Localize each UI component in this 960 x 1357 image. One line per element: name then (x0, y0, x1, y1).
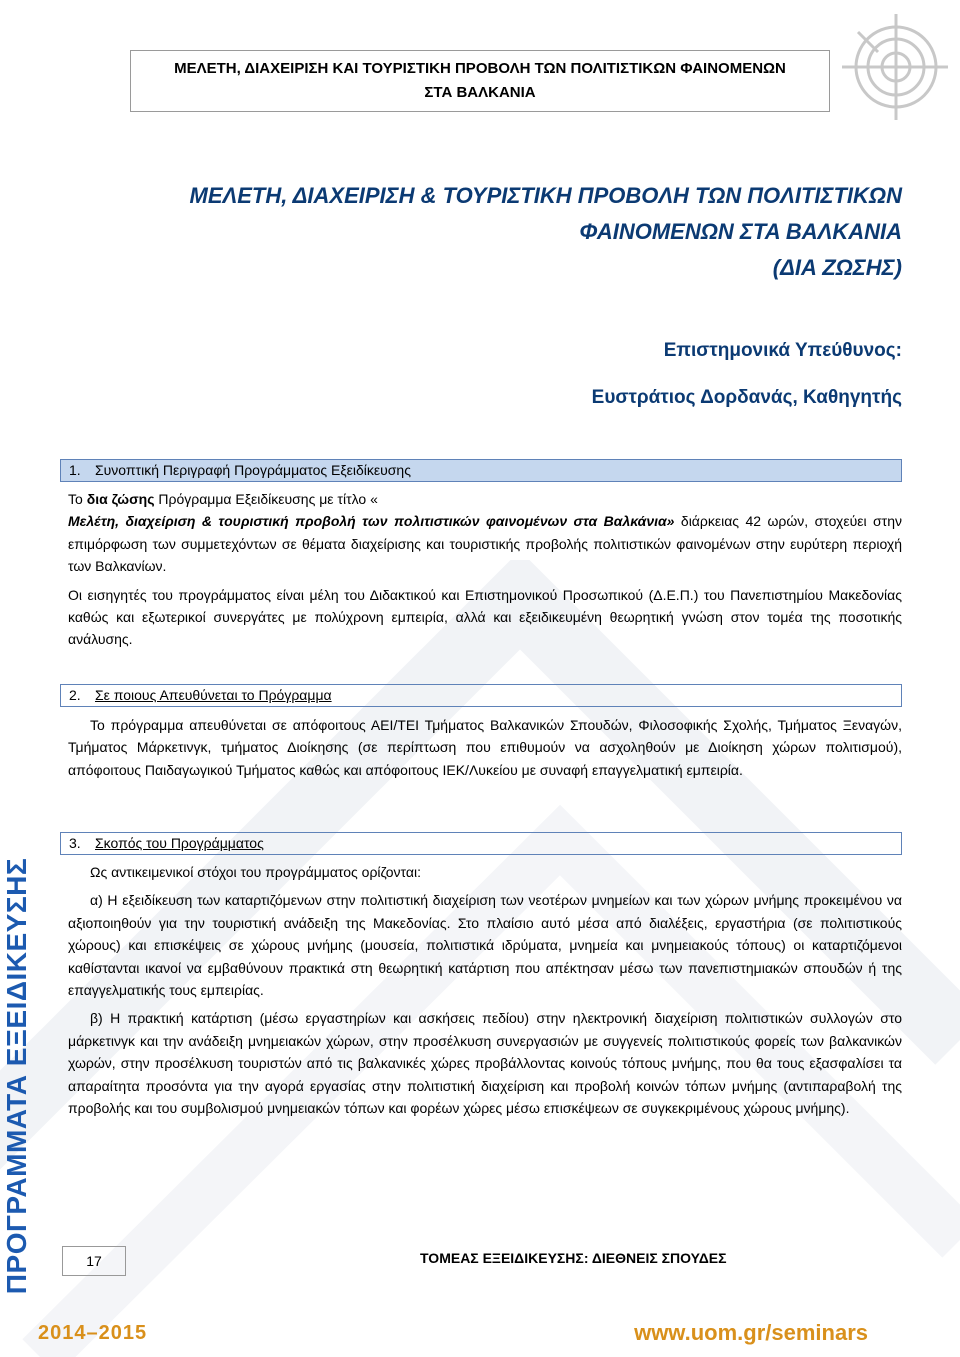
section-2-number: 2. (69, 687, 81, 703)
section-1-paragraph-2: Οι εισηγητές του προγράμματος είναι μέλη του Διδακτικού και Επιστημονικού Προσωπικού (Δ.Ε.Π.) του Πανεπιστημίου Μακεδονίας καθώς και εξωτερικοί συνεργάτες με πολύχρονη εμπειρία, αλλά και εξειδικευμένη θεωρητική γνώση στον τομέα της ποσοτικής ανάλυσης. (68, 586, 902, 648)
side-banner (0, 836, 34, 1316)
title-line-1: ΜΕΛΕΤΗ, ΔΙΑΧΕΙΡΙΣΗ & ΤΟΥΡΙΣΤΙΚΗ ΠΡΟΒΟΛΗ ΤΩΝ ΠΟΛΙΤΙΣΤΙΚΩΝ (189, 183, 902, 208)
text-run: διάρκειας 42 ωρών, στοχεύει στην επιμόρφωση των συμμετεχόντων σε θέματα διαχείρισης και τουριστικής προβολής πολιτιστικών φαινομένων στην ευρύτερη περιοχή των Βαλκανίων. (68, 513, 903, 575)
section-2-paragraph: Το πρόγραμμα απευθύνεται σε απόφοιτους ΑΕΙ/ΤΕΙ Τμήματος Βαλκανικών Σπουδών, Φιλοσοφικής Σχολής, Τμήματος Ξεναγών, Τμήματος Μάρκετινγκ, τμήματος Διοίκησης (σε περίπτωση που επιθυμούν να ασχοληθούν με Διοίκηση χώρων πολιτισμού), απόφοιτους Παιδαγωγικού Τμήματος καθώς και απόφοιτους ΙΕΚ/Λυκείου με συναφή επαγγελματική εμπειρία. (68, 717, 902, 778)
title-line-2: ΦΑΙΝΟΜΕΝΩΝ ΣΤΑ ΒΑΛΚΑΝΙΑ (579, 219, 902, 244)
section-2-header (60, 684, 902, 707)
text-run-bold: δια ζώσης (86, 491, 155, 507)
section-3-number: 3. (69, 835, 81, 851)
section-3-intro: Ως αντικειμενικοί στόχοι του προγράμματος ορίζονται: (90, 864, 421, 880)
responsible-label: Επιστημονικά Υπεύθυνος: (663, 340, 902, 361)
header-banner (130, 50, 830, 112)
section-1-header (60, 459, 902, 482)
section-3-goal-b: β) Η πρακτική κατάρτιση (μέσω εργαστηρίων και ασκήσεις πεδίου) στην ηλεκτρονική διαχείριση πολιτιστικών συλλογών στο μάρκετινγκ και την ανάδειξη μνημειακών χώρων, στην προσέλκυση συνεργασιών με συγγενείς πολιτιστικούς φορείς των βαλκανικών χωρών, στην προσέλκυση τουριστών από τις βαλκανικές χώρες προβάλλοντας κοινούς τόπους μνήμης, που θα τους εξασφαλίσει τα απαραίτητα προσόντα για την αγορά εργασίας στην πολιτιστική διαχείριση και προβολή κοινών τόπων μνήμης (αντιπαραβολή της προβολής και του συμβολισμού μνημειακών τόπων και φορέων χώρες μέσω επισκέψεων σε συγκεκριμένους χώρους μνήμης). (68, 1010, 902, 1117)
title-line-3: (ΔΙΑ ΖΩΣΗΣ) (772, 255, 902, 280)
footer-title: ΤΟΜΕΑΣ ΕΞΕΙΔΙΚΕΥΣΗΣ: ΔΙΕΘΝΕΙΣ ΣΠΟΥΔΕΣ (420, 1250, 727, 1266)
header-line-2: ΣΤΑ ΒΑΛΚΑΝΙΑ (424, 84, 536, 101)
website-link[interactable]: www.uom.gr/seminars (634, 1320, 868, 1345)
section-3-body (68, 861, 902, 1119)
page-number: 17 (62, 1246, 126, 1276)
responsible-name: Ευστράτιος Δορδανάς, Καθηγητής (591, 387, 902, 408)
section-1-title: Συνοπτική Περιγραφή Προγράμματος Εξειδίκευσης (95, 462, 411, 478)
section-2-body (68, 714, 902, 781)
section-2-title: Σε ποιους Απευθύνεται το Πρόγραμμα (95, 687, 332, 703)
target-crosshair-icon (838, 12, 948, 122)
document-title (102, 178, 902, 286)
program-title-run: Μελέτη, διαχείριση & τουριστική προβολή των πολιτιστικών φαινομένων στα Βαλκάνια» (68, 513, 675, 530)
section-3-title: Σκοπός του Προγράμματος (95, 835, 264, 851)
academic-year: 2014–2015 (38, 1322, 148, 1344)
text-run: Το (68, 491, 87, 507)
section-3-goal-a: α) Η εξειδίκευση των καταρτιζόμενων στην πολιτιστική διαχείριση των νεοτέρων μνημείων και των χώρων μνήμης προκειμένου να αξιοποιηθούν για την τουριστική ανάδειξη της Μακεδονίας. Στο πλαίσιο αυτό μέσα από διαλέξεις, εργαστήρια (σε πολιτιστικούς χώρους) και επισκέψεις σε χώρους μνήμης (μουσεία, πολιτιστικά ιδρύματα, μνημεία και μνημειακούς τόπους) οι καταρτιζόμενοι καθίστανται ικανοί να εμβαθύνουν πρακτικά στη θεωρητική κατάρτιση που απέκτησαν μέσω των πανεπιστημιακών σπουδών ή της επαγγελματικής τους εμπειρίας. (68, 892, 902, 999)
text-run: Πρόγραμμα Εξειδίκευσης με τίτλο « (154, 491, 378, 507)
section-3-header (60, 832, 902, 855)
header-line-1: ΜΕΛΕΤΗ, ΔΙΑΧΕΙΡΙΣΗ ΚΑΙ ΤΟΥΡΙΣΤΙΚΗ ΠΡΟΒΟΛΗ ΤΩΝ ΠΟΛΙΤΙΣΤΙΚΩΝ ΦΑΙΝΟΜΕΝΩΝ (174, 60, 786, 77)
section-1-paragraph-1 (68, 488, 902, 578)
section-1-body (68, 488, 902, 651)
side-banner-text: ΠΡΟΓΡΑΜΜΑΤΑ ΕΞΕΙΔΙΚΕΥΣΗΣ (1, 857, 32, 1295)
section-1-number: 1. (69, 462, 81, 478)
